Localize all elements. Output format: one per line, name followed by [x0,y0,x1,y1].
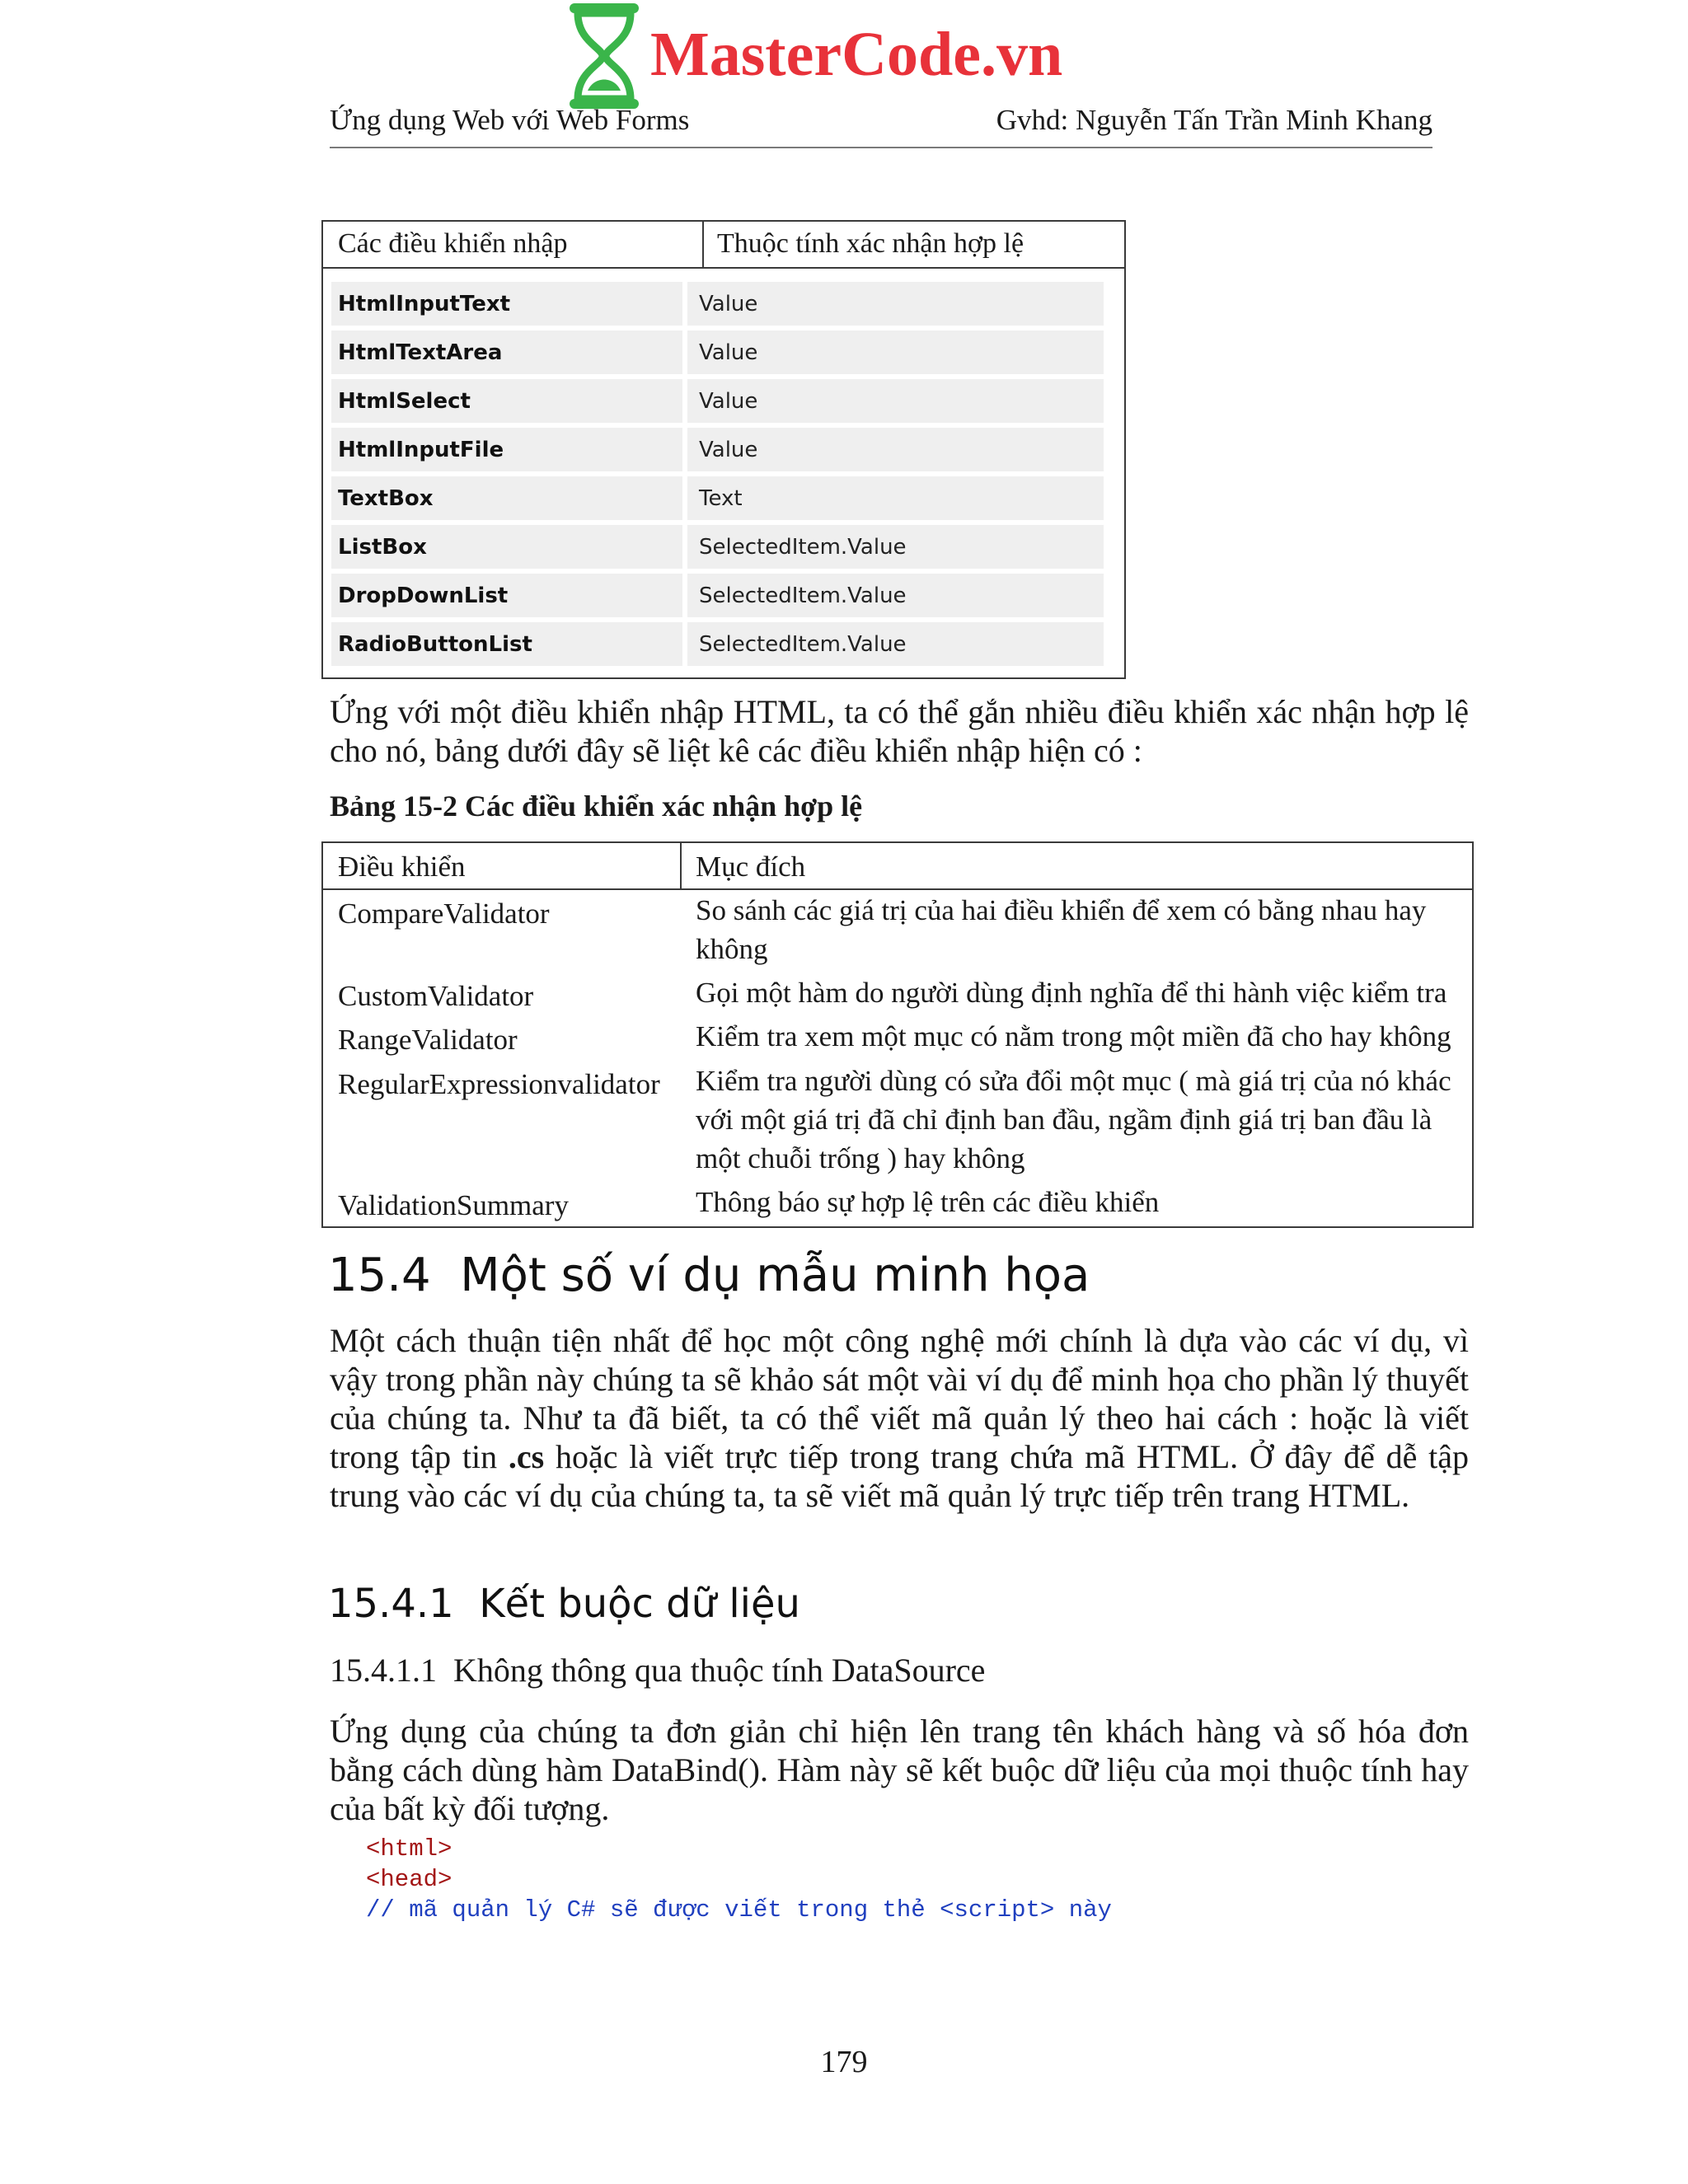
validator-name: RegularExpressionvalidator [338,1068,660,1100]
column-divider [702,222,704,267]
column-header: Mục đích [696,851,806,883]
validator-name: CompareValidator [338,898,550,930]
section-title: Một số ví dụ mẫu minh họa [460,1249,1090,1302]
intro-paragraph: Ứng với một điều khiển nhập HTML, ta có thể gắn nhiều điều khiển xác nhận hợp lệ cho nó, bảng dưới đây sẽ liệt kê các điều khiển nhập hiện có : [330,693,1469,769]
table-header [323,222,1124,269]
header-book-title: Ứng dụng Web với Web Forms [330,104,690,136]
control-name: TextBox [331,476,682,520]
validator-purpose: Thông báo sự hợp lệ trên các điều khiển [696,1186,1160,1218]
table-row [331,574,1111,622]
control-name: ListBox [331,525,682,569]
subsection-heading [328,1581,800,1627]
column-header: Thuộc tính xác nhận hợp lệ [717,228,1025,259]
brand-logo [565,0,1062,111]
table-row [331,428,1111,476]
validation-property: Value [687,428,1104,471]
column-header: Điều khiển [338,851,466,883]
section-title: Kết buộc dữ liệu [479,1581,800,1627]
validation-property: Value [687,282,1104,326]
validator-name: RangeValidator [338,1024,518,1056]
validation-property: Value [687,330,1104,374]
column-header: Các điều khiển nhập [338,228,568,259]
paragraph-text: hoặc là viết trực tiếp trong trang chứa mã HTML. Ở đây để dễ tập trung vào các ví dụ của chúng ta, ta sẽ viết mã quản lý trực tiếp trên trang HTML. [330,1438,1470,1514]
control-name: HtmlInputFile [331,428,682,471]
body-paragraph [330,1321,1469,1515]
control-name: RadioButtonList [331,622,682,666]
code-comment: // mã quản lý C# sẽ được viết trong thẻ <script> này [366,1896,1112,1924]
input-controls-table [321,220,1126,679]
page-number: 179 [820,2045,868,2079]
table-row [331,282,1111,330]
table-row [331,622,1111,671]
validator-purpose: So sánh các giá trị của hai điều khiển để xem có bằng nhau hay không [696,894,1427,965]
control-name: HtmlInputText [331,282,682,326]
validation-property: SelectedItem.Value [687,525,1104,569]
header-instructor: Gvhd: Nguyễn Tấn Trần Minh Khang [996,104,1432,136]
control-name: HtmlSelect [331,379,682,423]
table-body [331,282,1111,671]
hourglass-icon [565,2,644,110]
section-number: 15.4.1 [328,1581,454,1627]
validator-purpose: Kiểm tra xem một mục có nằm trong một miền đã cho hay không [696,1020,1451,1052]
subsubsection-heading [330,1651,985,1690]
file-extension: .cs [508,1438,545,1475]
validation-property: SelectedItem.Value [687,622,1104,666]
table-header [323,843,1472,890]
validators-table [321,841,1474,1228]
table-row [331,330,1111,379]
code-line: <head> [366,1866,452,1893]
validator-name: CustomValidator [338,980,534,1012]
table-row [331,476,1111,525]
code-listing [366,1834,1112,1925]
validator-purpose: Kiểm tra người dùng có sửa đổi một mục ( mà giá trị của nó khác với một giá trị đã chỉ định ban đầu, ngầm định giá trị ban đầu là một chuỗi trống ) hay không [696,1065,1451,1174]
validation-property: SelectedItem.Value [687,574,1104,617]
section-title: Không thông qua thuộc tính DataSource [453,1652,986,1689]
validation-property: Value [687,379,1104,423]
running-header [330,104,1432,148]
section-heading [328,1249,1090,1302]
table-row [331,379,1111,428]
validation-property: Text [687,476,1104,520]
paragraph-text: Một cách thuận tiện nhất để học một công nghệ mới chính là dựa vào các ví dụ, vì vậy trong phần này chúng ta sẽ khảo sát một vài ví dụ để minh họa cho phần lý thuyết của chúng ta. Như ta đã biết, ta có thể viết mã quản lý theo hai cách : hoặc là viết trong tập tin [330,1322,1469,1475]
control-name: HtmlTextArea [331,330,682,374]
validator-name: ValidationSummary [338,1189,569,1221]
section-number: 15.4 [328,1249,431,1302]
column-divider [680,843,682,888]
control-name: DropDownList [331,574,682,617]
section-number: 15.4.1.1 [330,1652,437,1689]
body-paragraph: Ứng dụng của chúng ta đơn giản chỉ hiện lên trang tên khách hàng và số hóa đơn bằng cách dùng hàm DataBind(). Hàm này sẽ kết buộc dữ liệu của mọi thuộc tính hay của bất kỳ đối tượng. [330,1713,1469,1827]
code-line: <html> [366,1835,452,1863]
table-row [331,525,1111,574]
brand-name: MasterCode.vn [650,19,1063,89]
validator-purpose: Gọi một hàm do người dùng định nghĩa để thi hành việc kiểm tra [696,977,1447,1009]
table-caption: Bảng 15-2 Các điều khiển xác nhận hợp lệ [330,790,863,823]
